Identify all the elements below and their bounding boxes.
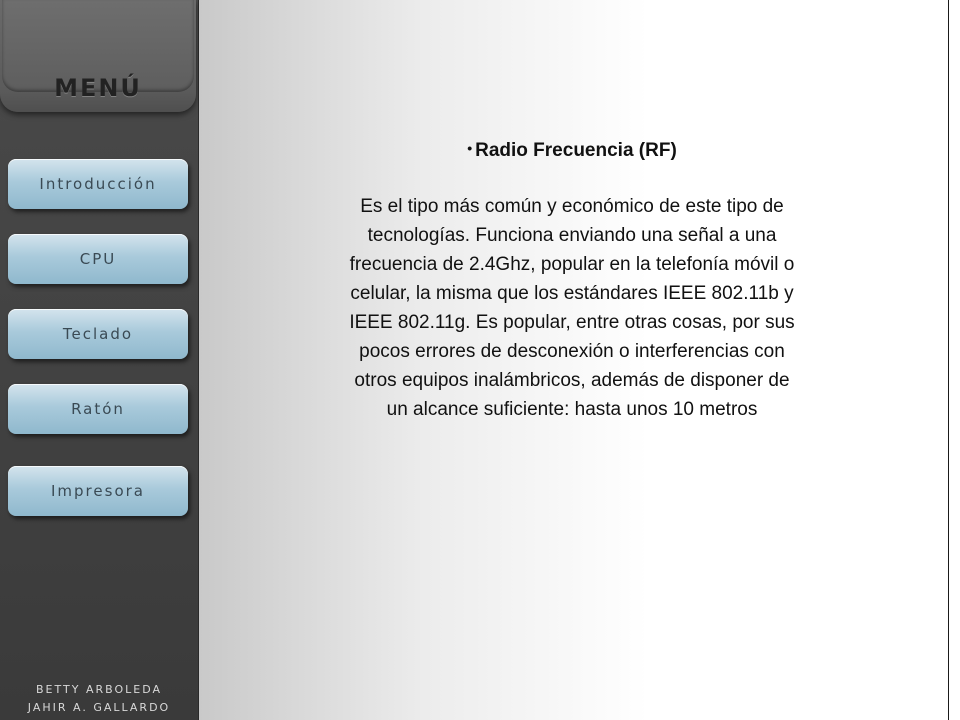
content-block [342,140,802,424]
credit-line: BETTY ARBOLEDA [35,683,163,696]
scrollbar[interactable] [948,0,960,720]
nav-button-raton[interactable] [8,384,188,434]
sidebar [0,0,199,720]
nav-button-label: Introducción [39,175,157,193]
nav-button-cpu[interactable] [8,234,188,284]
nav-button-label: Impresora [51,482,145,500]
nav-button-label: Teclado [62,325,134,343]
credit-line: JAHIR A. GALLARDO [27,701,171,714]
bullet-icon: • [467,140,473,156]
body-paragraph: Es el tipo más común y económico de este tipo de tecnologías. Funciona enviando una señal a una frecuencia de 2.4Ghz, popular en la telefonía móvil o celular, la misma que los estándares IEEE 802.11b y IEEE 802.11g. Es popular, entre otras cosas, por sus pocos errores de desconexión o interferencias con otros equipos inalámbricos, además de disponer de un alcance suficiente: hasta unos 10 metros [349,196,795,420]
nav-button-label: Ratón [71,400,125,418]
credits [0,681,198,717]
section-heading [342,140,802,162]
section-heading-text: Radio Frecuencia (RF) [475,140,677,161]
nav-button-teclado[interactable] [8,309,188,359]
nav-button-impresora[interactable] [8,466,188,516]
nav-button-label: CPU [79,250,117,268]
menu-header [0,0,196,112]
nav-button-introduccion[interactable] [8,159,188,209]
menu-title: MENÚ [54,74,142,102]
